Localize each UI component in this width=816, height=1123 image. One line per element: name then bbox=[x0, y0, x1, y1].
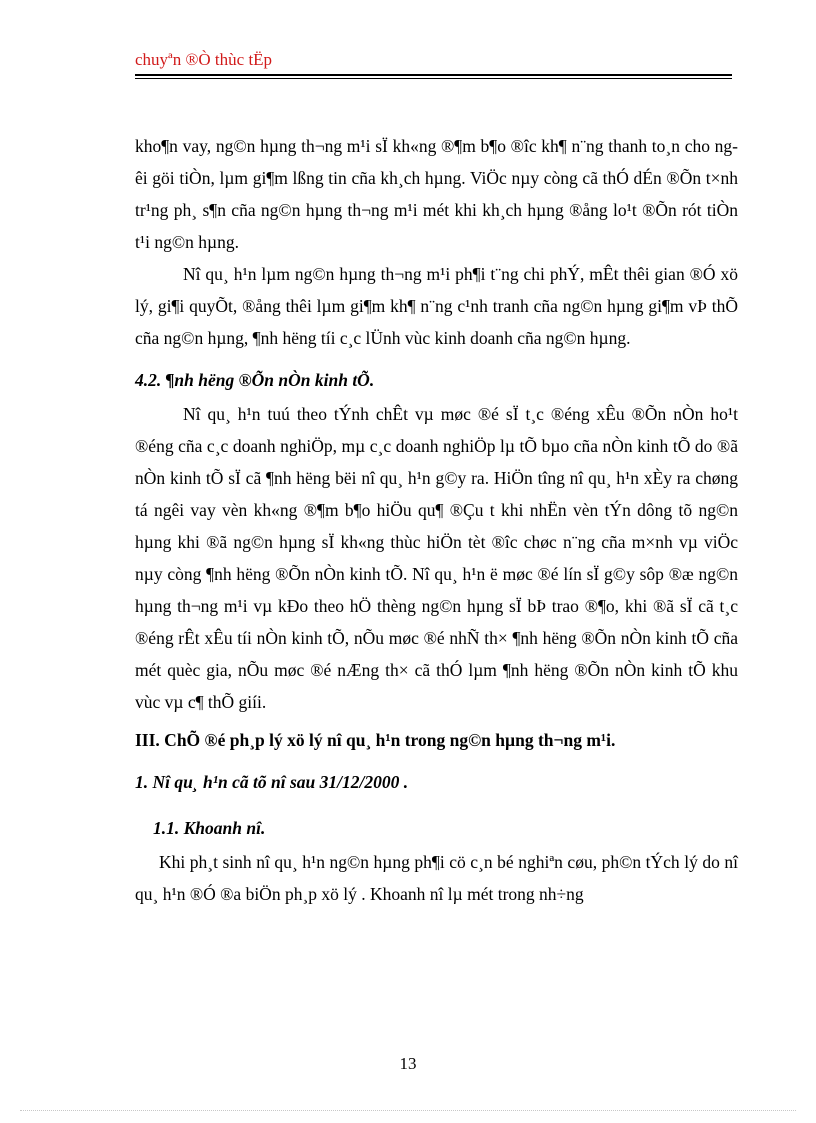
header-rule-thin bbox=[135, 78, 732, 79]
paragraph-economy-impact: Nî qu¸ h¹n tuú theo tÝnh chÊt vµ møc ®é sÏ t¸c ®éng xÊu ®Õn nÒn ho¹t ®éng cña c¸c doanh nghiÖp, mµ c¸c doanh nghiÖp lµ tÕ bµo cña nÒn kinh tÕ do ®ã nÒn kinh tÕ sÏ cã ¶nh hëng bëi nî qu¸ h¹n g©y ra. HiÖn tîng nî qu¸ h¹n xÈy ra chøng tá ngêi vay vèn kh«ng ®¶m b¶o hiÖu qu¶ ®Çu t khi nhËn vèn tÝn dông tõ ng©n hµng khi ®ã ng©n hµng sÏ kh«ng thùc hiÖn tèt ®îc chøc n¨ng cña m×nh vµ viÖc nµy còng ¶nh hëng ®Õn nÒn kinh tÕ. Nî qu¸ h¹n ë møc ®é lín sÏ g©y sôp ®æ ng©n hµng th¬ng m¹i vµ kÐo theo hÖ thèng ng©n hµng sÏ bÞ trao ®¶o, khi ®ã sÏ cã t¸c ®éng rÊt xÊu tíi nÒn kinh tÕ, nÕu møc ®é nhÑ th× ¶nh hëng ®Õn nÒn kinh tÕ cña mét quèc gia, nÕu møc ®é nÆng th× cã thÓ lµm ¶nh hëng ®Õn nÒn kinh tÕ khu vùc vµ c¶ thÕ giíi. bbox=[135, 404, 738, 712]
running-header: chuyªn ®Ò thùc tËp bbox=[135, 50, 273, 69]
page-number: 13 bbox=[399, 1054, 417, 1073]
section-heading-1-1: 1.1. Khoanh nî. bbox=[153, 818, 266, 838]
page-bottom-border bbox=[20, 1110, 796, 1111]
header-rule-thick bbox=[135, 74, 732, 76]
section-heading-1: 1. Nî qu¸ h¹n cã tõ nî sau 31/12/2000 . bbox=[135, 772, 409, 792]
paragraph-loan-continuation: kho¶n vay, ng©n hµng th¬ng m¹i sÏ kh«ng ®¶m b¶o ®îc kh¶ n¨ng thanh to¸n cho ngêi göi tiÒn, lµm gi¶m lßng tin cña kh¸ch hµng. ViÖc nµy còng cã thÓ dÉn ®Õn t×nh tr¹ng ph¸ s¶n cña ng©n hµng th¬ng m¹i mét khi kh¸ch hµng ®ång lo¹t ®Õn rót tiÒn t¹i ng©n hµng. bbox=[135, 136, 738, 252]
chapter-heading-iii: III. ChÕ ®é ph¸p lý xö lý nî qu¸ h¹n trong ng©n hµng th¬ng m¹i. bbox=[135, 730, 616, 750]
paragraph-freezing-debt: Khi ph¸t sinh nî qu¸ h¹n ng©n hµng ph¶i cö c¸n bé nghiªn cøu, ph©n tÝch lý do nî qu¸ h¹n ®Ó ®a biÖn ph¸p xö lý . Khoanh nî lµ mét trong nh÷ng bbox=[135, 852, 738, 904]
paragraph-overdue-cost: Nî qu¸ h¹n lµm ng©n hµng th¬ng m¹i ph¶i t¨ng chi phÝ, mÊt thêi gian ®Ó xö lý, gi¶i quyÕt, ®ång thêi lµm gi¶m kh¶ n¨ng c¹nh tranh cña ng©n hµng gi¶m vÞ thÕ cña ng©n hµng, ¶nh hëng tíi c¸c lÜnh vùc kinh doanh cña ng©n hµng. bbox=[135, 264, 738, 348]
page-body bbox=[135, 130, 738, 910]
section-heading-4-2: 4.2. ¶nh hëng ®Õn nÒn kinh tÕ. bbox=[135, 370, 375, 390]
